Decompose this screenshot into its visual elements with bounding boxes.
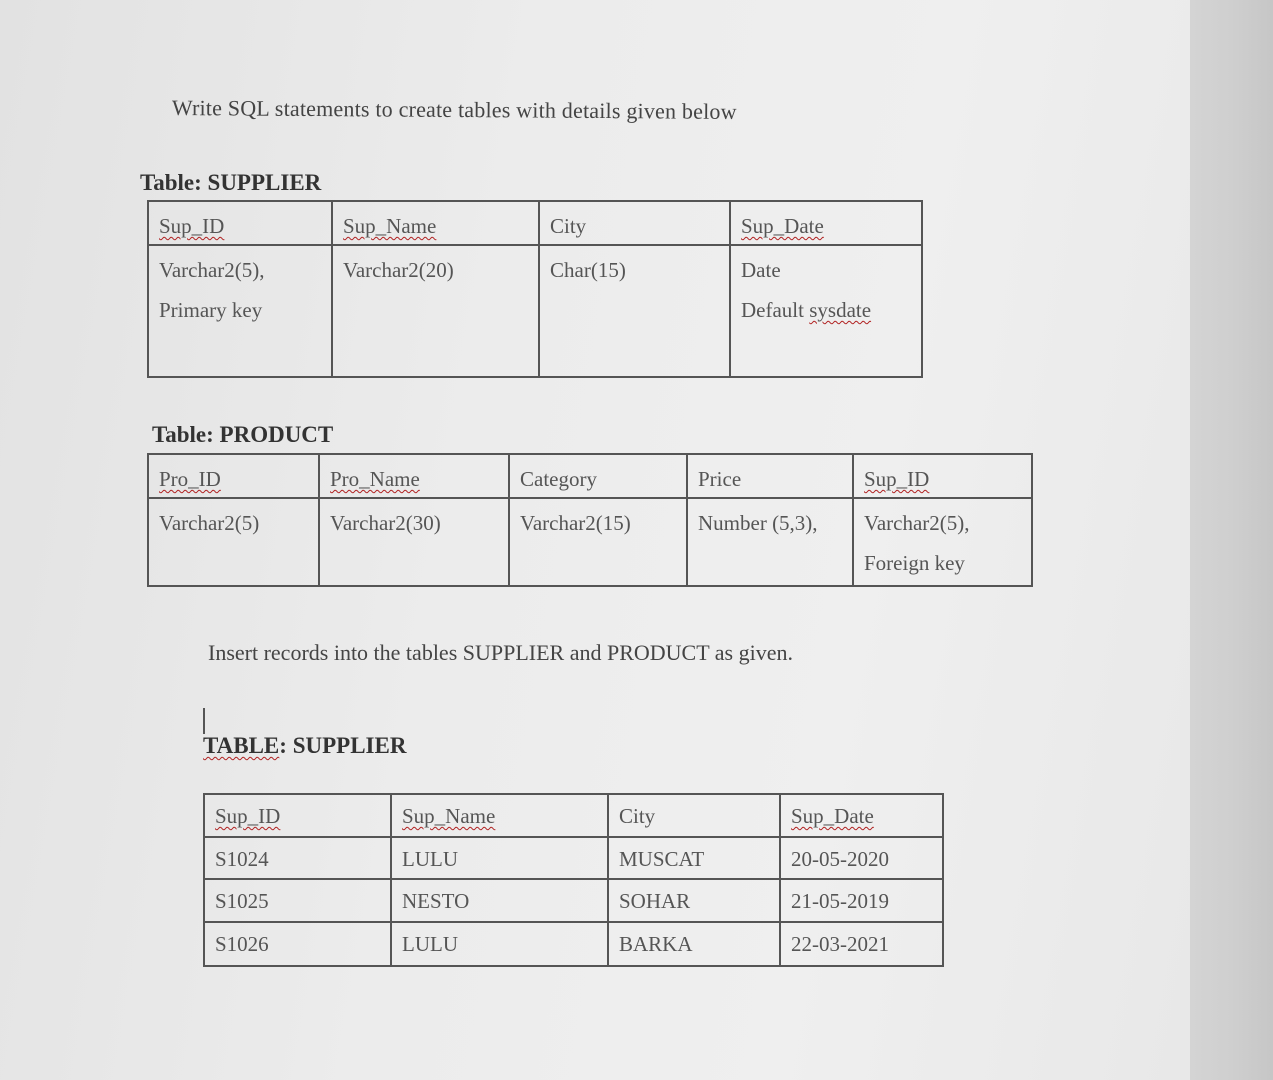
supplier-def-cell-sup-id xyxy=(149,246,333,376)
product-def-cell-price xyxy=(688,499,854,585)
cell-line: Primary key xyxy=(159,298,263,322)
insert-instruction: Insert records into the tables SUPPLIER and PRODUCT as given. xyxy=(208,640,793,665)
table-cell: BARKA xyxy=(609,923,781,966)
records-header-city: City xyxy=(609,795,781,838)
supplier-def-cell-sup-name xyxy=(333,246,540,376)
product-def-title: Table: PRODUCT xyxy=(152,422,334,447)
records-header-sup-date: Sup_Date xyxy=(781,795,942,838)
table-cell: S1026 xyxy=(205,923,392,966)
product-def-header-category: Category xyxy=(510,455,688,499)
table-cell: LULU xyxy=(392,923,609,966)
supplier-records-title xyxy=(203,733,406,759)
table-cell: LULU xyxy=(392,838,609,881)
product-def-cell-pro-name xyxy=(320,499,510,585)
text-cursor xyxy=(203,708,205,734)
cell-line: Varchar2(5), xyxy=(159,258,265,282)
table-cell: 20-05-2020 xyxy=(781,838,942,881)
intro-text: Write SQL statements to create tables with details given below xyxy=(171,95,737,124)
supplier-def-title: Table: SUPPLIER xyxy=(140,170,322,195)
product-def-header-sup-id: Sup_ID xyxy=(854,455,1031,499)
supplier-def-header-sup-date: Sup_Date xyxy=(731,202,921,246)
table-cell: MUSCAT xyxy=(609,838,781,881)
cell-line: Number (5,3), xyxy=(698,511,818,535)
supplier-def-table xyxy=(147,200,923,378)
cell-line: Default sysdate xyxy=(741,298,872,322)
product-def-header-pro-id: Pro_ID xyxy=(149,455,320,499)
cell-line: Varchar2(15) xyxy=(520,511,631,535)
supplier-records-title-prefix: TABLE xyxy=(203,733,280,758)
cell-line: Varchar2(20) xyxy=(343,258,454,282)
product-def-table xyxy=(147,453,1033,587)
table-cell: NESTO xyxy=(392,880,609,923)
cell-line: Date xyxy=(741,258,781,282)
records-header-sup-name: Sup_Name xyxy=(392,795,609,838)
table-cell: 21-05-2019 xyxy=(781,880,942,923)
product-def-header-pro-name: Pro_Name xyxy=(320,455,510,499)
page-margin-right xyxy=(1190,0,1273,1080)
supplier-records-table xyxy=(203,793,944,967)
product-def-header-price: Price xyxy=(688,455,854,499)
supplier-def-cell-sup-date xyxy=(731,246,921,376)
supplier-def-header-city: City xyxy=(540,202,731,246)
cell-line: Varchar2(5) xyxy=(159,511,260,535)
product-def-cell-sup-id xyxy=(854,499,1031,585)
cell-line: Char(15) xyxy=(550,258,626,282)
cell-line: Varchar2(30) xyxy=(330,511,441,535)
supplier-records-title-rest: : SUPPLIER xyxy=(279,733,407,758)
table-cell: S1025 xyxy=(205,880,392,923)
supplier-def-cell-city xyxy=(540,246,731,376)
table-cell: S1024 xyxy=(205,838,392,881)
table-cell: SOHAR xyxy=(609,880,781,923)
supplier-def-header-sup-id: Sup_ID xyxy=(149,202,333,246)
supplier-def-header-sup-name: Sup_Name xyxy=(333,202,540,246)
records-header-sup-id: Sup_ID xyxy=(205,795,392,838)
product-def-cell-category xyxy=(510,499,688,585)
table-cell: 22-03-2021 xyxy=(791,931,889,956)
product-def-cell-pro-id xyxy=(149,499,320,585)
spellcheck-word: sysdate xyxy=(809,298,872,322)
cell-line: Foreign key xyxy=(864,551,965,575)
cell-line: Varchar2(5), xyxy=(864,511,970,535)
